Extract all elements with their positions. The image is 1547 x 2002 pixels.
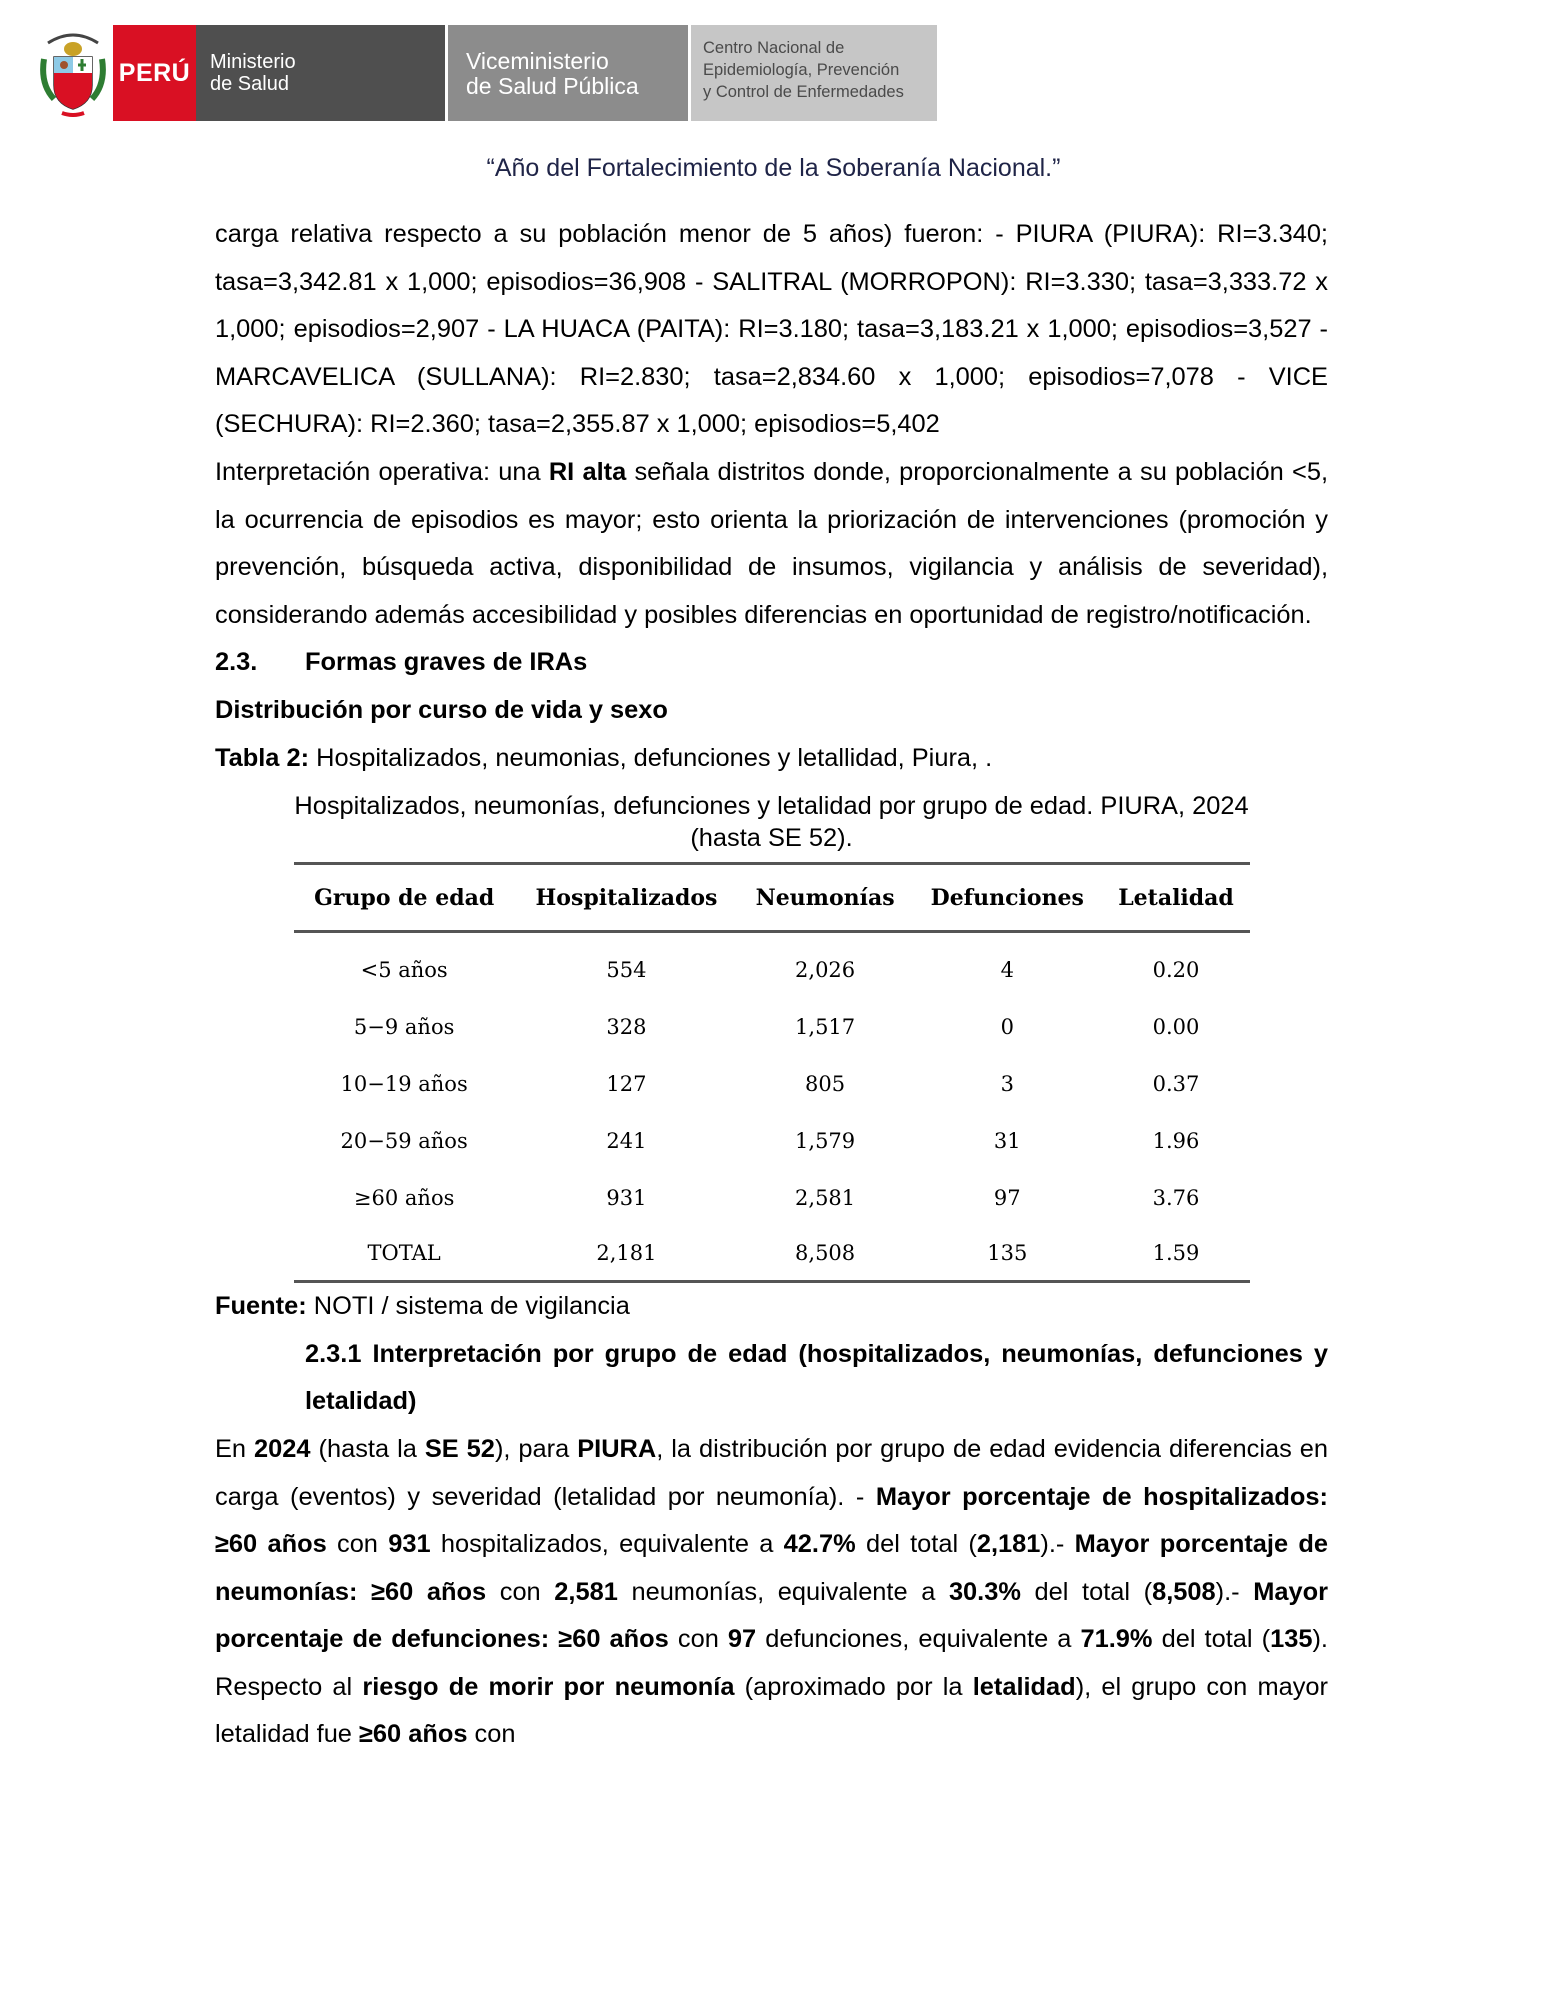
analysis-text-segment: hospitalizados, equivalente a: [430, 1530, 784, 1559]
table-cell: 328: [606, 1014, 647, 1039]
source-label: Fuente:: [215, 1292, 307, 1321]
table-header-row: [294, 864, 1250, 932]
table-caption-line-2: (hasta SE 52).: [690, 824, 853, 853]
analysis-bold-segment: 2024: [254, 1434, 311, 1463]
col-header-hospitalizados: Hospitalizados: [515, 864, 738, 932]
col-header-neumonias: Neumonías: [738, 864, 912, 932]
viceministerio-line-1: Viceministerio: [466, 48, 609, 74]
table-cell: 2,026: [795, 957, 856, 982]
peru-brand-block: [113, 25, 196, 121]
table-row: [294, 998, 1250, 1055]
analysis-text-segment: (hasta la: [310, 1434, 425, 1463]
table-description: Hospitalizados, neumonias, defunciones y letallidad, Piura, .: [309, 743, 993, 772]
analysis-bold-segment: 30.3%: [948, 1577, 1021, 1606]
table-cell: 241: [606, 1128, 647, 1153]
table-cell: 2,181: [515, 1226, 738, 1282]
peru-label: PERÚ: [118, 58, 191, 87]
analysis-bold-segment: 931: [388, 1530, 431, 1559]
centro-line-1: Centro Nacional de: [703, 39, 845, 57]
analysis-text-segment: con: [668, 1625, 728, 1654]
table-cell: 20−59 años: [340, 1128, 468, 1153]
section-number: 2.3.: [215, 648, 258, 677]
table-cell: 3: [1000, 1071, 1014, 1096]
analysis-text-segment: ), para: [494, 1434, 578, 1463]
table-source: [215, 1283, 1328, 1331]
table-cell: 0.20: [1152, 957, 1200, 982]
centro-line-2: Epidemiología, Prevención: [703, 61, 900, 79]
interpretation-paragraph: [215, 449, 1328, 639]
centro-line-3: y Control de Enfermedades: [703, 83, 904, 101]
table-cell: ≥60 años: [353, 1185, 455, 1210]
table-cell: 4: [1000, 957, 1014, 982]
interp-text-bold: RI alta: [548, 457, 627, 486]
analysis-text-segment: ).-: [1215, 1577, 1254, 1606]
analysis-text-segment: (aproximado por la: [734, 1672, 973, 1701]
table-cell: 931: [606, 1185, 647, 1210]
table-row: [294, 932, 1250, 999]
analysis-bold-segment: SE 52: [424, 1434, 495, 1463]
ministerio-line-2: de Salud: [210, 73, 289, 95]
header-banner: [40, 25, 940, 121]
analysis-text-segment: ). Respecto al: [215, 1625, 1328, 1701]
col-header-defunciones: Defunciones: [912, 864, 1102, 932]
table-cell: 0.37: [1152, 1071, 1200, 1096]
analysis-text-segment: del total (: [1020, 1577, 1153, 1606]
table-cell: 5−9 años: [353, 1014, 455, 1039]
analysis-text-segment: ).-: [1040, 1530, 1075, 1559]
table-cell: 1,517: [795, 1014, 856, 1039]
age-group-table: [294, 862, 1250, 1283]
table-cell: 10−19 años: [340, 1071, 468, 1096]
analysis-bold-segment: 135: [1270, 1625, 1313, 1654]
analysis-text-segment: ), el grupo con mayor letalidad fue: [215, 1672, 1328, 1749]
table-row: [294, 1055, 1250, 1112]
table-cell: 8,508: [738, 1226, 912, 1282]
table-cell: 554: [606, 957, 647, 982]
analysis-bold-segment: 71.9%: [1080, 1625, 1153, 1654]
analysis-bold-segment: ≥60 años: [359, 1720, 468, 1749]
interp-text-c: señala distritos donde, proporcionalmente a su población <5, la ocurrencia de episodios es mayor; esto orienta la priorización de intervenciones (promoción y prevención, búsqueda activa, disponibilidad de insumos, vigilancia y análisis de severidad), considerando además accesibilidad y posibles diferencias en oportunidad de registro/notificación.: [215, 457, 1328, 629]
table-cell: 97: [993, 1185, 1021, 1210]
analysis-text-segment: En: [215, 1434, 255, 1463]
analysis-text-segment: , la distribución por grupo de edad evidencia diferencias en carga (eventos) y severidad (letalidad por neumonía). -: [215, 1434, 1329, 1511]
analysis-bold-segment: 97: [727, 1625, 757, 1654]
ministerio-line-1: Ministerio: [210, 51, 296, 73]
table-cell: TOTAL: [294, 1226, 515, 1282]
analysis-bold-segment: 2,581: [554, 1577, 618, 1606]
section-heading: [215, 639, 1328, 687]
table-cell: 3.76: [1152, 1185, 1200, 1210]
analysis-text-segment: del total (: [855, 1530, 977, 1559]
intro-paragraph: carga relativa respecto a su población menor de 5 años) fueron: - PIURA (PIURA): RI=3.340; tasa=3,342.81 x 1,000; episodios=36,908 - SALITRAL (MORROPON): RI=3.330; tasa=3,333.72 x 1,000; episodios=2,907 - LA HUACA (PAITA): RI=3.180; tasa=3,183.21 x 1,000; episodios=3,527 - MARCAVELICA (SULLANA): RI=2.830; tasa=2,834.60 x 1,000; episodios=7,078 - VICE (SECHURA): RI=2.360; tasa=2,355.87 x 1,000; episodios=5,402: [215, 220, 1328, 439]
table-cell: 805: [805, 1071, 846, 1096]
table-total-row: [294, 1226, 1250, 1282]
table-label-line: [215, 735, 1328, 783]
table-cell: 0: [1000, 1014, 1014, 1039]
table-cell: 31: [993, 1128, 1021, 1153]
section-title: Formas graves de IRAs: [305, 648, 588, 677]
table-cell: 1,579: [795, 1128, 856, 1153]
table-row: [294, 1169, 1250, 1226]
interp-text-a: Interpretación operativa: una: [215, 457, 549, 486]
analysis-text-segment: con: [326, 1530, 389, 1559]
document-body: [215, 211, 1328, 1759]
analysis-bold-segment: riesgo de morir por neumonía: [362, 1672, 735, 1701]
analysis-bold-segment: 8,508: [1152, 1577, 1216, 1606]
analysis-text-segment: con: [486, 1577, 555, 1606]
analysis-text-segment: defunciones, equivalente a: [756, 1625, 1081, 1654]
centro-nacional-block: [691, 25, 937, 121]
ministerio-block: [196, 25, 445, 121]
table-cell: 127: [606, 1071, 647, 1096]
table-cell: 1.59: [1103, 1226, 1250, 1282]
analysis-text-segment: neumonías, equivalente a: [617, 1577, 949, 1606]
analysis-bold-segment: Mayor porcentaje de neumonías: ≥60 años: [215, 1530, 1329, 1606]
year-motto: “Año del Fortalecimiento de la Soberanía Nacional.”: [486, 154, 1061, 182]
table-cell: 1.96: [1152, 1128, 1200, 1153]
analysis-bold-segment: Mayor porcentaje de defunciones: ≥60 años: [215, 1577, 1328, 1654]
table-caption: [215, 790, 1328, 854]
table-row: [294, 1112, 1250, 1169]
analysis-paragraph: [215, 1426, 1328, 1759]
viceministerio-line-2: de Salud Pública: [466, 73, 639, 99]
table-cell: <5 años: [360, 957, 448, 982]
col-header-letalidad: Letalidad: [1103, 864, 1250, 932]
peru-coat-of-arms-icon: [40, 29, 106, 117]
table-caption-line-1: Hospitalizados, neumonías, defunciones y letalidad por grupo de edad. PIURA, 2024: [294, 792, 1249, 821]
section-subtitle: Distribución por curso de vida y sexo: [215, 695, 668, 724]
col-header-grupo: Grupo de edad: [294, 864, 515, 932]
table-label: Tabla 2:: [215, 743, 310, 772]
analysis-bold-segment: Mayor porcentaje de hospitalizados: ≥60 años: [215, 1482, 1328, 1559]
table-cell: 135: [912, 1226, 1102, 1282]
analysis-bold-segment: 2,181: [976, 1530, 1041, 1559]
table-cell: 0.00: [1152, 1014, 1200, 1039]
source-text: NOTI / sistema de vigilancia: [306, 1292, 630, 1321]
analysis-text-segment: del total (: [1152, 1625, 1271, 1654]
analysis-text-segment: con: [467, 1720, 516, 1749]
viceministerio-block: [448, 25, 688, 121]
analysis-bold-segment: PIURA: [577, 1434, 657, 1463]
subsection-heading: 2.3.1 Interpretación por grupo de edad (hospitalizados, neumonías, defunciones y letalidad): [305, 1339, 1328, 1416]
analysis-bold-segment: 42.7%: [783, 1530, 856, 1559]
analysis-bold-segment: letalidad: [972, 1672, 1076, 1701]
table-cell: 2,581: [795, 1185, 856, 1210]
